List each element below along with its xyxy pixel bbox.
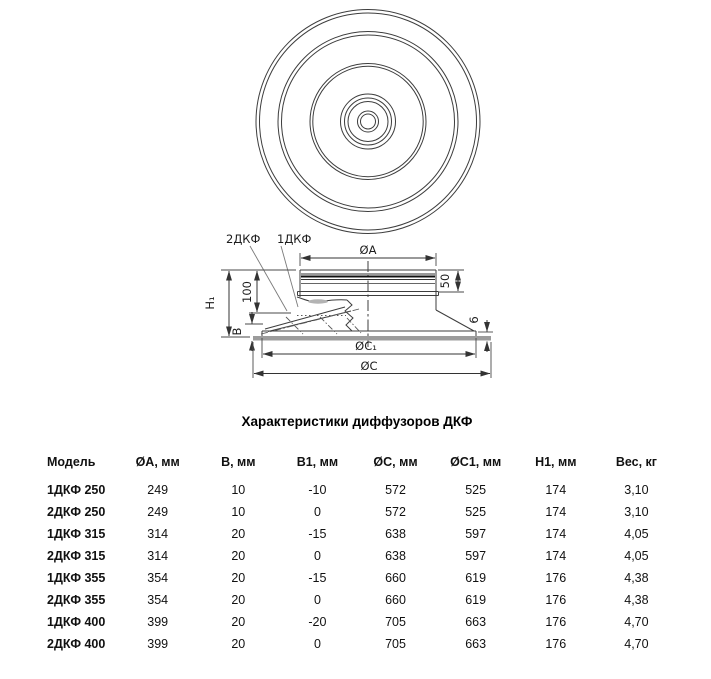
value-cell: 597 (465, 527, 487, 541)
value-cell: 399 (147, 615, 169, 629)
break-line (345, 300, 353, 331)
value-cell: 249 (147, 505, 169, 519)
value-cell: 4,70 (624, 615, 649, 629)
value-cell: 660 (385, 593, 406, 607)
value-cell: 20 (231, 527, 246, 541)
dim-6 (467, 316, 493, 352)
cutaway-section (261, 297, 361, 334)
callout-1dkf: 1ДКФ (277, 232, 312, 246)
value-cell: 20 (231, 615, 246, 629)
dim-label-a: ØA (359, 243, 377, 257)
dim-label-50: 50 (438, 273, 452, 289)
value-cell: 0 (313, 505, 321, 519)
value-cell: 4,38 (624, 593, 649, 607)
value-cell: 174 (545, 527, 567, 541)
value-cell: 0 (313, 549, 321, 563)
value-cell: 0 (313, 637, 321, 651)
dim-label-h1: H₁ (203, 296, 217, 310)
value-cell: 10 (231, 483, 246, 497)
dim-c1 (262, 338, 476, 358)
table-row (37, 633, 677, 655)
model-cell: 1ДКФ 400 (47, 615, 106, 629)
table-row (37, 589, 677, 611)
side-view (203, 232, 493, 378)
dim-50 (438, 270, 464, 292)
value-cell: 354 (147, 593, 169, 607)
value-cell: 20 (231, 637, 246, 651)
column-header: ØC, мм (373, 455, 418, 469)
dim-label-6: 6 (467, 316, 481, 324)
callouts (226, 232, 311, 311)
value-cell: 176 (545, 571, 567, 585)
column-header: B, мм (221, 455, 256, 469)
dim-b (230, 312, 263, 351)
table-row (37, 523, 677, 545)
model-cell: 2ДКФ 250 (47, 505, 106, 519)
table-row (37, 567, 677, 589)
value-cell: -10 (308, 483, 327, 497)
callout-2dkf: 2ДКФ (226, 232, 261, 246)
spec-table (37, 453, 677, 655)
fold-highlight (308, 299, 328, 303)
value-cell: 3,10 (624, 505, 649, 519)
value-cell: 660 (385, 571, 406, 585)
value-cell: 638 (385, 527, 406, 541)
table-row (37, 611, 677, 633)
value-cell: 4,70 (624, 637, 649, 651)
value-cell: 572 (385, 483, 406, 497)
value-cell: 399 (147, 637, 169, 651)
header-row (37, 453, 677, 479)
value-cell: 176 (545, 637, 567, 651)
value-cell: 176 (545, 615, 567, 629)
value-cell: 176 (545, 593, 567, 607)
table-row (37, 479, 677, 501)
value-cell: 4,05 (624, 549, 649, 563)
value-cell: 20 (231, 593, 246, 607)
column-header: Модель (47, 455, 96, 469)
dim-label-b: B (230, 327, 244, 336)
value-cell: 597 (465, 549, 487, 563)
value-cell: 174 (545, 505, 567, 519)
model-cell: 1ДКФ 250 (47, 483, 106, 497)
value-cell: 174 (545, 549, 567, 563)
dim-label-c: ØC (360, 359, 378, 373)
model-cell: 2ДКФ 315 (47, 549, 106, 563)
dim-label-c1: ØC₁ (355, 339, 377, 353)
column-header: B1, мм (296, 455, 339, 469)
value-cell: 619 (465, 593, 487, 607)
value-cell: -15 (308, 527, 327, 541)
dim-label-100: 100 (240, 281, 254, 303)
value-cell: 705 (385, 615, 406, 629)
model-cell: 2ДКФ 400 (47, 637, 106, 651)
value-cell: 314 (147, 527, 169, 541)
value-cell: -15 (308, 571, 327, 585)
column-header: Вес, кг (615, 455, 658, 469)
table-row (37, 501, 677, 523)
value-cell: 525 (465, 483, 487, 497)
value-cell: 3,10 (624, 483, 649, 497)
model-cell: 2ДКФ 355 (47, 593, 106, 607)
value-cell: 249 (147, 483, 169, 497)
column-header: H1, мм (535, 455, 577, 469)
value-cell: 663 (465, 615, 487, 629)
column-header: ØC1, мм (450, 455, 502, 469)
value-cell: 619 (465, 571, 487, 585)
value-cell: 0 (313, 593, 321, 607)
value-cell: 314 (147, 549, 169, 563)
table-title: Характеристики диффузоров ДКФ (241, 414, 473, 429)
value-cell: 174 (545, 483, 567, 497)
value-cell: 20 (231, 571, 246, 585)
leader-1dkf (281, 246, 298, 307)
value-cell: 10 (231, 505, 246, 519)
dim-100 (240, 271, 291, 313)
model-cell: 1ДКФ 315 (47, 527, 106, 541)
column-header: ØA, мм (135, 455, 180, 469)
value-cell: 4,05 (624, 527, 649, 541)
value-cell: -20 (308, 615, 327, 629)
leader-2dkf (250, 246, 287, 311)
value-cell: 4,38 (624, 571, 649, 585)
top-view (256, 10, 480, 234)
value-cell: 572 (385, 505, 406, 519)
value-cell: 705 (385, 637, 406, 651)
model-cell: 1ДКФ 355 (47, 571, 106, 585)
value-cell: 354 (147, 571, 169, 585)
spec-section (37, 414, 677, 655)
value-cell: 663 (465, 637, 487, 651)
value-cell: 638 (385, 549, 406, 563)
value-cell: 20 (231, 549, 246, 563)
table-row (37, 545, 677, 567)
value-cell: 525 (465, 505, 487, 519)
